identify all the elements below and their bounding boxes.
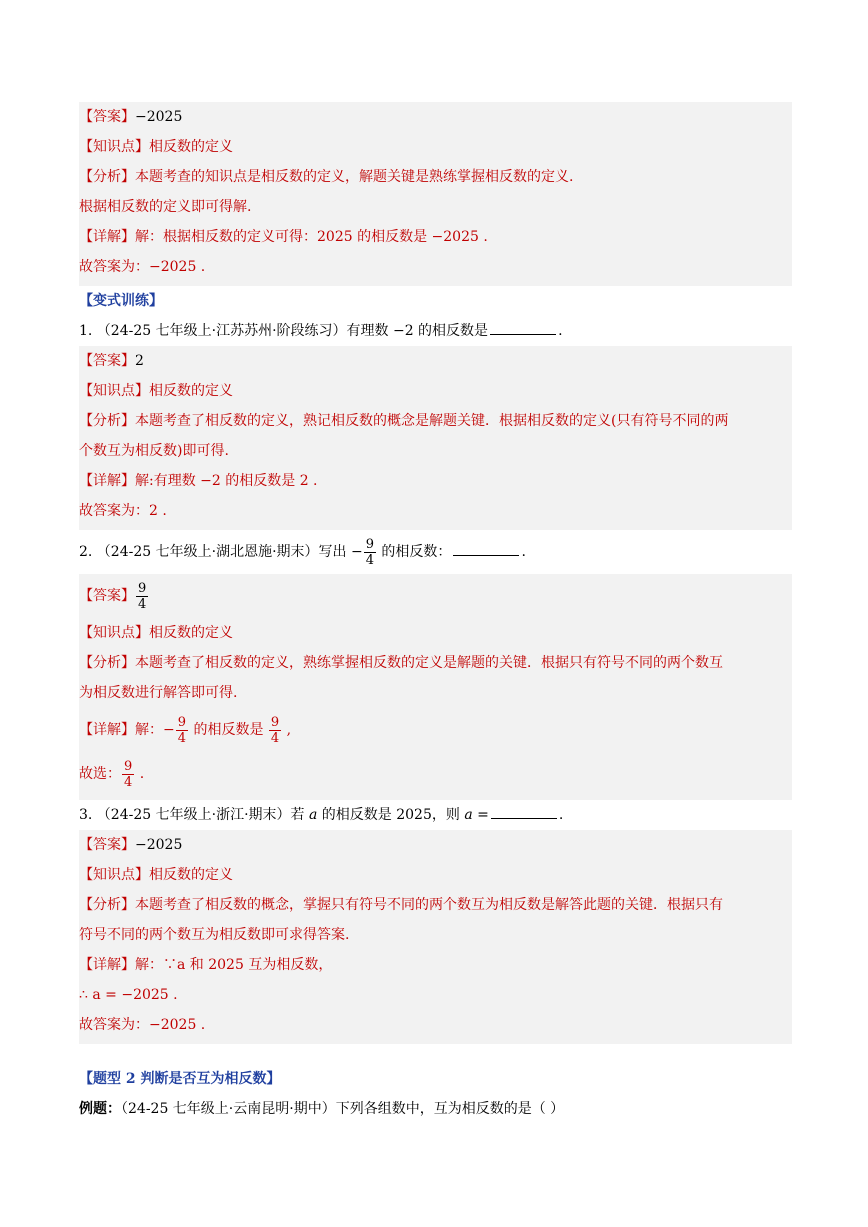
analysis-text-2: 为相反数进行解答即可得. <box>79 685 238 701</box>
analysis-text-2: 符号不同的两个数互为相反数即可求得答案. <box>79 927 350 943</box>
answer-tag: 【答案】 <box>79 109 135 125</box>
analysis-tag: 【分析】 <box>79 655 135 671</box>
answer-value: 2 <box>135 353 144 369</box>
analysis-text: 本题考查了相反数的概念，掌握只有符号不同的两个数互为相反数是解答此题的关键．根据只有 <box>135 897 723 913</box>
question-3: 3. （24-25 七年级上·浙江·期末）若 a 的相反数是 2025，则 a = . <box>79 800 792 830</box>
conclusion-text: 故答案为：−2025 . <box>79 1017 206 1033</box>
analysis-tag: 【分析】 <box>79 897 135 913</box>
answer-fraction: $\frac{9}{4}$ <box>138 580 147 612</box>
fraction: $\frac{9}{4}$ <box>365 536 374 568</box>
knowledge-tag: 【知识点】 <box>79 867 149 883</box>
analysis-text-2: 根据相反数的定义即可得解. <box>79 199 252 215</box>
knowledge-tag: 【知识点】 <box>79 139 149 155</box>
detail-tag: 【详解】 <box>79 229 135 245</box>
answer-blank <box>490 320 556 335</box>
answer-tag: 【答案】 <box>79 837 135 853</box>
q1-answer-block <box>79 346 792 530</box>
knowledge-point: 相反数的定义 <box>149 139 233 155</box>
knowledge-point: 相反数的定义 <box>149 625 233 641</box>
detail-text: 解：根据相反数的定义可得：2025 的相反数是 −2025 . <box>135 229 488 245</box>
knowledge-point: 相反数的定义 <box>149 867 233 883</box>
analysis-tag: 【分析】 <box>79 169 135 185</box>
answer-value: −2025 <box>135 109 183 125</box>
therefore-text: ∴ a = −2025 . <box>79 987 178 1003</box>
analysis-text-2: 个数互为相反数)即可得. <box>79 443 229 459</box>
detail-tag: 【详解】 <box>79 957 135 973</box>
fraction: $\frac{9}{4}$ <box>177 714 187 746</box>
fraction: $\frac{9}{4}$ <box>124 758 133 790</box>
example-label: 例题： <box>79 1101 121 1117</box>
knowledge-tag: 【知识点】 <box>79 625 149 641</box>
intro-answer-block <box>79 102 792 286</box>
conclusion-text: 故答案为：2 . <box>79 503 167 519</box>
q3-answer-block <box>79 830 792 1044</box>
type2-heading: 【题型 2 判断是否互为相反数】 <box>79 1071 281 1087</box>
knowledge-point: 相反数的定义 <box>149 383 233 399</box>
answer-tag: 【答案】 <box>79 588 135 604</box>
q2-answer-block: 【答案】 $\frac{9}{4}$ 【知识点】相反数的定义 【分析】本题考查了相反数的定义，熟练掌握相反数的定义是解题的关键．根据只有符号不同的两个数互 为相反数进行解答即可得. 【详解】解：− $\frac{9}{4}$ 的相反数是 $\frac{9}{4}$ , 故选： $\frac{9}{4}$ . <box>79 574 792 800</box>
answer-value: −2025 <box>135 837 183 853</box>
variant-heading: 【变式训练】 <box>79 293 163 309</box>
analysis-tag: 【分析】 <box>79 413 135 429</box>
knowledge-tag: 【知识点】 <box>79 383 149 399</box>
question-2: 2. （24-25 七年级上·湖北恩施·期末）写出 − $\frac{9}{4}$ 的相反数： . <box>79 536 526 568</box>
example-text: （24-25 七年级上·云南昆明·期中）下列各组数中，互为相反数的是（ ） <box>121 1101 565 1117</box>
document-page <box>79 102 792 1124</box>
detail-text: 解:有理数 −2 的相反数是 2 . <box>135 473 318 489</box>
answer-blank <box>491 804 557 819</box>
analysis-text: 本题考查了相反数的定义，熟练掌握相反数的定义是解题的关键．根据只有符号不同的两个数互 <box>135 655 723 671</box>
answer-blank <box>453 541 519 556</box>
question-1: 1. （24-25 七年级上·江苏苏州·阶段练习）有理数 −2 的相反数是 . <box>79 316 792 346</box>
answer-tag: 【答案】 <box>79 353 135 369</box>
detail-tag: 【详解】 <box>79 722 135 738</box>
analysis-text: 本题考查了相反数的定义，熟记相反数的概念是解题关键．根据相反数的定义(只有符号不同的两 <box>135 413 729 429</box>
conclusion-text: 故答案为：−2025 . <box>79 259 206 275</box>
detail-text: 解：∵a 和 2025 互为相反数， <box>135 957 333 973</box>
detail-tag: 【详解】 <box>79 473 135 489</box>
analysis-text: 本题考查的知识点是相反数的定义，解题关键是熟练掌握相反数的定义. <box>135 169 574 185</box>
fraction: $\frac{9}{4}$ <box>270 714 280 746</box>
